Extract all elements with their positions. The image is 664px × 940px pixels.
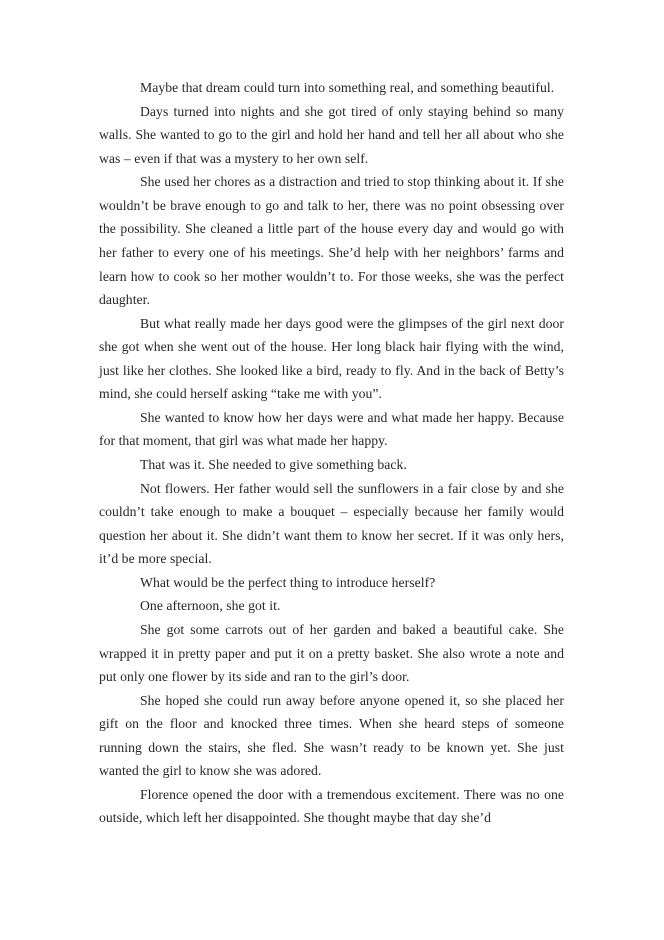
story-paragraph: She used her chores as a distraction and tried to stop thinking about it. If she wouldn’t be brave enough to go and talk to her, there was no point obsessing over the possibility. She cleaned a little part of the house every day and would go with her father to every one of his meetings. She’d help with her neighbors’ farms and learn how to cook so her mother wouldn’t to. For those weeks, she was the perfect daughter. bbox=[99, 174, 564, 308]
story-paragraph: But what really made her days good were the glimpses of the girl next door she got when she went out of the house. Her long black hair flying with the wind, just like her clothes. She looked like a bird, ready to fly. And in the back of Betty’s mind, she could herself asking “take me with you”. bbox=[99, 315, 564, 402]
story-paragraph: Maybe that dream could turn into something real, and something beautiful. bbox=[140, 80, 555, 95]
story-text-block bbox=[99, 76, 564, 830]
story-paragraph: That was it. She needed to give something back. bbox=[140, 457, 407, 472]
story-paragraph: Days turned into nights and she got tired of only staying behind so many walls. She wanted to go to the girl and hold her hand and tell her all about who she was – even if that was a mystery to her own self. bbox=[99, 103, 564, 166]
story-paragraph: Not flowers. Her father would sell the sunflowers in a fair close by and she couldn’t take enough to make a bouquet – especially because her family would question her about it. She didn’t want them to know her secret. If it was only hers, it’d be more special. bbox=[99, 480, 564, 567]
story-paragraph: Florence opened the door with a tremendous excitement. There was no one outside, which left her disappointed. She thought maybe that day she’d bbox=[99, 786, 564, 826]
story-paragraph: One afternoon, she got it. bbox=[140, 598, 281, 614]
story-paragraph: What would be the perfect thing to introduce herself? bbox=[140, 574, 436, 590]
story-paragraph: She wanted to know how her days were and what made her happy. Because for that moment, that girl was what made her happy. bbox=[99, 409, 564, 449]
story-paragraph: She got some carrots out of her garden and baked a beautiful cake. She wrapped it in pretty paper and put it on a pretty basket. She also wrote a note and put only one flower by its side and ran to the girl’s door. bbox=[99, 621, 564, 685]
story-paragraph: She hoped she could run away before anyone opened it, so she placed her gift on the floor and knocked three times. When she heard steps of someone running down the stairs, she fled. She wasn’t ready to be known yet. She just wanted the girl to know she was adored. bbox=[99, 692, 564, 779]
